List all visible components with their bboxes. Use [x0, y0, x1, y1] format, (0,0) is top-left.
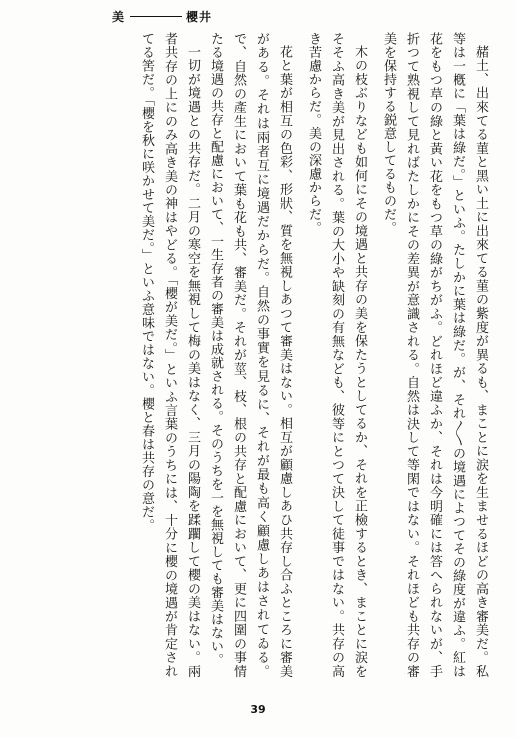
running-head-author: 櫻井: [186, 10, 213, 24]
paragraph-2: 木の枝ぶりなども如何にその境遇と共存の美を保たうとしてるか、それを正檢するとき、まことに涙をそそふ高き美が見出される。葉の大小や缺刻の有無なども、彼等にとつて決して徒事ではない。共存の高き苦慮からだ。美の深慮からだ。: [306, 32, 367, 678]
paragraph-4: 一切が境遇との共存だ。二月の寒空を無視して梅の美はなく、三月の陽陶を蹂躙して櫻の美はない。兩者共存の上にのみ高き美の神はやどる。「櫻が美だ。」といふ言葉のうちには、十分に櫻の境遇が肯定されてる筈だ。「櫻を秋に咲かせて美だ。」といふ意味ではない。櫻と春は共存の意だ。: [139, 32, 200, 678]
running-head-title: 美: [112, 10, 126, 24]
running-head-rule: [130, 16, 182, 17]
paragraph-1: 赭土、出來てる菫と黑い土に出來てる菫の紫度が異るも、まことに涙を生ませるほどの高き審美だ。私等は一槪に「葉は綠だ。」といふ。たしかに葉は綠だ。が、それ〳〵の境遇によつてその綠度が違ふ。紅は花をもつ草の綠と黃い花をもつ草の綠がちがふ。どれほど違ふか、それは今明確には答へられないが、手折つて熟視して見ればたしかにその差異が意識される。自然は決して等閑ではない。それほども共存の審美を保持する鋭意してるものだ。: [381, 32, 488, 678]
vertical-body-text: [22, 32, 492, 678]
page-number: 39: [250, 703, 266, 716]
running-head: [112, 8, 232, 26]
paragraph-3: 花と葉が相互の色彩、形狀、質を無視しあつて審美はない。相互が顧慮しあひ共存し合ふところに審美がある。それは兩者互に境遇だからだ。自然の事實を見るに、それが最も高く顧慮しあはされてゐる。で、自然の產生において葉も花も共、審美だ。それが莖、枝、根の共存と配慮において、更に四圍の事情たる境遇の共存と配慮において、一生存者の審美は成就される。そのうちを一を無視しても審美はない。: [208, 32, 292, 678]
